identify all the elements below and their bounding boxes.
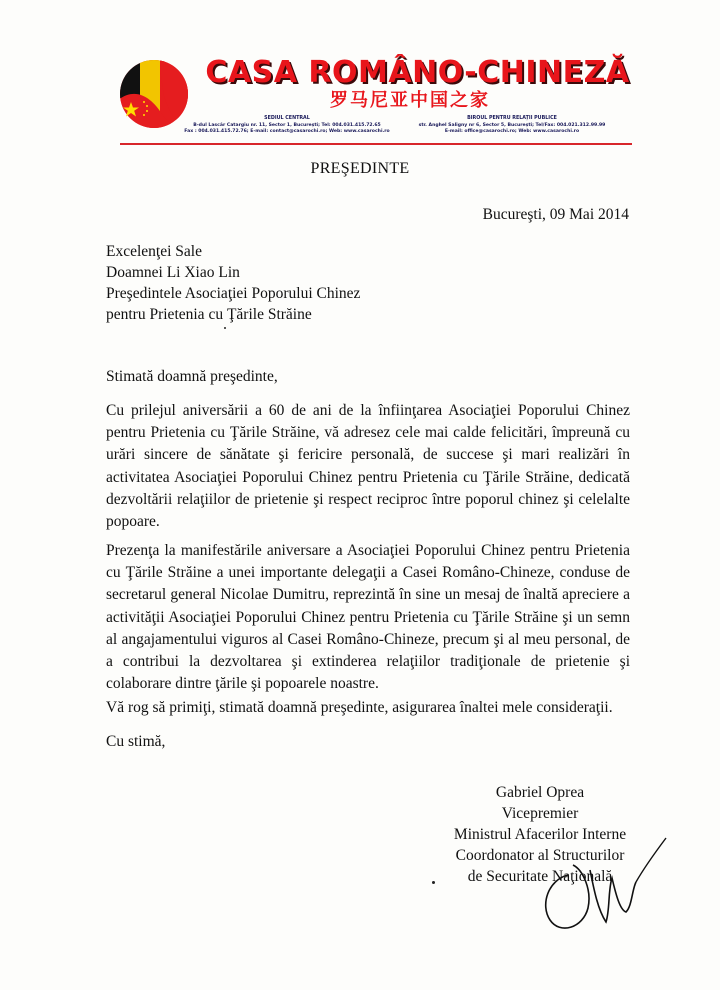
scan-speck [224, 327, 226, 329]
central-office-info [182, 116, 392, 136]
pr-office-title: BIROUL PENTRU RELAȚII PUBLICE [467, 116, 557, 121]
signatory-name: Gabriel Oprea [495, 784, 585, 801]
body-paragraph: Vă rog să primiţi, stimată doamnă preşedinte, asigurarea înaltei mele consideraţii. [106, 699, 613, 716]
pr-office-address: str. Anghel Saligny nr 6, Sector 5, București; Tel/Fax: 004.021.312.99.99 [418, 122, 606, 128]
recipient-line: Doamnei Li Xiao Lin [106, 264, 240, 281]
recipient-line: Preşedintele Asociaţiei Poporului Chinez [106, 285, 361, 302]
recipient-address [106, 241, 360, 325]
document-date: Bucureşti, 09 Mai 2014 [482, 206, 629, 223]
letterhead-divider [120, 143, 632, 145]
central-office-title: SEDIUL CENTRAL [264, 116, 310, 121]
document-heading: PREŞEDINTE [310, 160, 410, 177]
signatory-title: de Securitate Naţională [467, 868, 613, 885]
scan-speck [432, 881, 435, 884]
handwritten-signature-icon [528, 810, 668, 940]
body-paragraph: Prezenţa la manifestările aniversare a Asociaţiei Poporului Chinez pentru Prietenia cu Ţările Străine a unei importante delegaţii a Casei Româno-Chineze, conduse de secretarul general Nicolae Dumitru, reprezintă în sine un mesaj de înaltă apreciere a activităţii Asociaţiei Poporului Chinez pentru Prietenia cu Ţările Străine şi un semn al angajamentului viguros al Casei Româno-Chineze, precum şi al meu personal, de a contribui la dezvoltarea şi extinderea relaţiilor tradiţionale de prietenie şi colaborare dintre ţările şi popoarele noastre. [106, 542, 630, 693]
salutation: Stimată doamnă preşedinte, [106, 368, 278, 385]
recipient-line: Excelenţei Sale [106, 243, 202, 260]
signatory-title: Ministrul Afacerilor Interne [453, 826, 627, 843]
organization-name-chinese: 罗马尼亚中国之家 [330, 90, 490, 111]
central-office-contact: Fax : 004.031.415.72.76; E-mail: contact@casarochi.ro; Web: www.casarochi.ro [184, 129, 390, 134]
signatory-title: Vicepremier [501, 805, 579, 822]
pr-office-contact: E-mail: office@casarochi.ro; Web: www.casarochi.ro [444, 129, 580, 134]
letterhead [0, 0, 720, 150]
central-office-address: B-dul Lascăr Catargiu nr. 11, Sector 1, București; Tel: 004.031.415.72.65 [193, 122, 381, 128]
signatory-title: Coordonator al Structurilor [455, 847, 625, 864]
closing: Cu stimă, [106, 733, 166, 750]
romania-china-flag-logo-icon [118, 58, 190, 130]
organization-name: CASA ROMÂNO-CHINEZĂ [205, 55, 630, 90]
body-paragraph: Cu prilejul aniversării a 60 de ani de la înfiinţarea Asociaţiei Poporului Chinez pentru Prietenia cu Ţările Străine, vă adresez cele mai calde felicitări, împreună cu urări sincere de sănătate şi fericire personală, de succese şi mari realizări în activitatea Asociaţiei Poporului Chinez pentru Prietenia cu Ţările Străine, dedicată dezvoltării relaţiilor de prietenie şi respect reciproc între poporul chinez şi celelalte popoare. [106, 402, 630, 531]
pr-office-info [392, 116, 632, 136]
recipient-line: pentru Prietenia cu Ţările Străine [106, 306, 312, 323]
